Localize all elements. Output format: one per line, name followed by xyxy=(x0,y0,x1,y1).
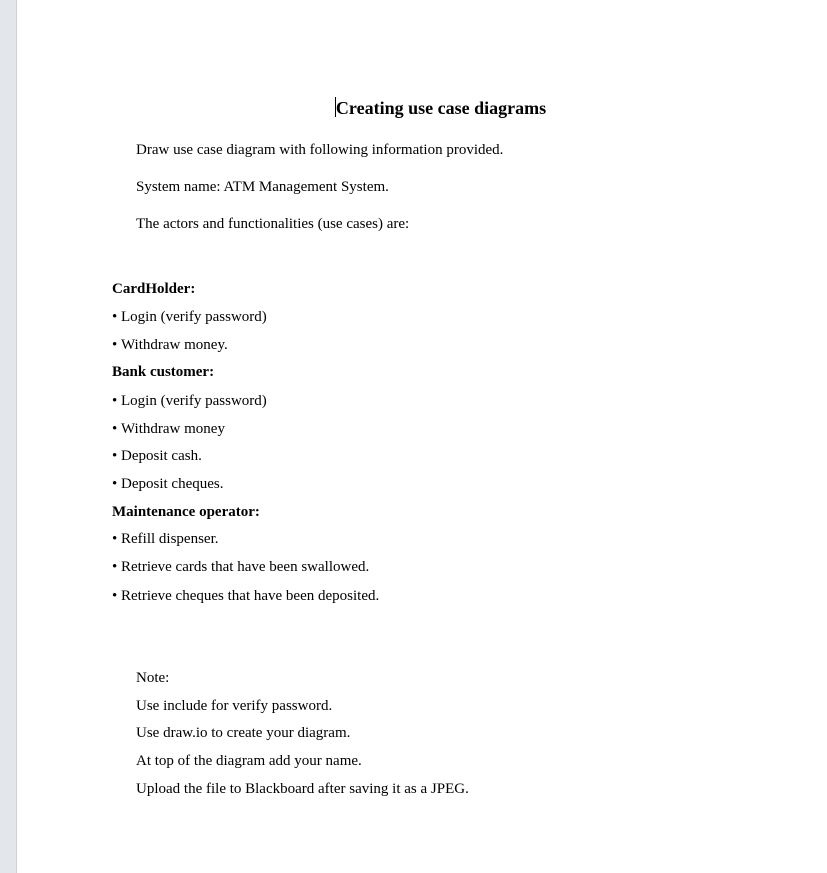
list-item: • Refill dispenser. xyxy=(112,531,219,547)
list-item: • Retrieve cheques that have been deposited. xyxy=(112,588,380,604)
actor-bank-customer-heading: Bank customer: xyxy=(112,364,215,380)
list-item: • Retrieve cards that have been swallowed. xyxy=(112,559,370,575)
note-line-4: Upload the file to Blackboard after saving it as a JPEG. xyxy=(136,781,469,797)
list-item: • Login (verify password) xyxy=(112,309,267,325)
document-title[interactable] xyxy=(17,97,827,119)
actor-cardholder-heading: CardHolder: xyxy=(112,281,196,297)
intro-line-2: System name: ATM Management System. xyxy=(136,179,389,195)
document-page[interactable] xyxy=(16,0,827,873)
title-text: Creating use case diagrams xyxy=(335,98,547,118)
list-item: • Deposit cash. xyxy=(112,448,202,464)
list-item: • Deposit cheques. xyxy=(112,476,224,492)
intro-line-3: The actors and functionalities (use cases) are: xyxy=(136,216,410,232)
list-item: • Withdraw money xyxy=(112,421,225,437)
actor-maintenance-operator-heading: Maintenance operator: xyxy=(112,504,260,520)
note-heading: Note: xyxy=(136,670,170,686)
intro-line-1: Draw use case diagram with following information provided. xyxy=(136,142,504,158)
note-line-3: At top of the diagram add your name. xyxy=(136,753,362,769)
list-item: • Withdraw money. xyxy=(112,337,228,353)
note-line-1: Use include for verify password. xyxy=(136,698,333,714)
list-item: • Login (verify password) xyxy=(112,393,267,409)
note-line-2: Use draw.io to create your diagram. xyxy=(136,725,351,741)
